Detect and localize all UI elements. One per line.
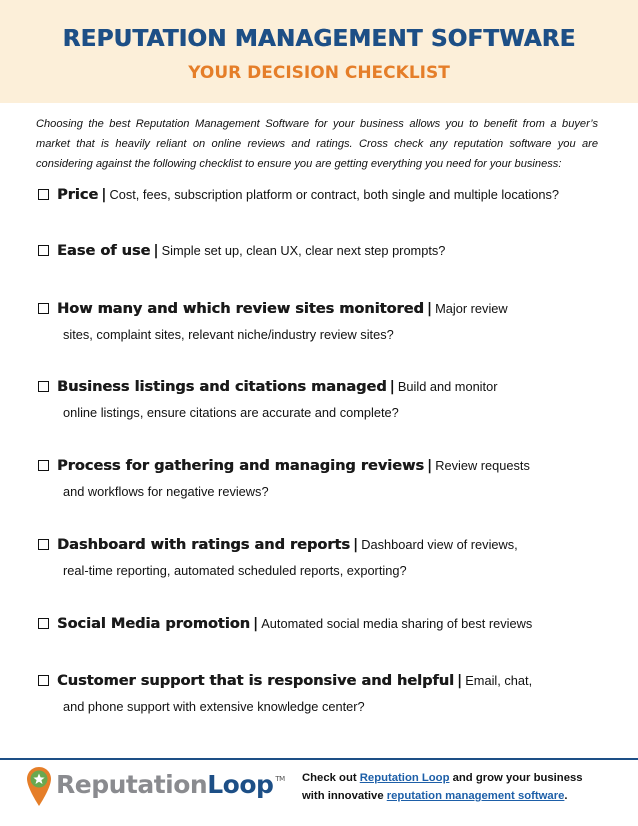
header-banner — [0, 0, 638, 103]
item-description: Build and monitor — [397, 379, 498, 394]
checklist-item-price — [38, 181, 603, 209]
checkbox-icon[interactable] — [38, 675, 49, 686]
reputation-loop-link[interactable]: Reputation Loop — [359, 772, 450, 784]
footer-divider — [0, 758, 638, 760]
footer-call-to-action: Check out Reputation Loop and grow your business with innovative reputation management software. — [302, 772, 583, 802]
item-separator: | — [101, 187, 107, 203]
checkbox-icon[interactable] — [38, 245, 49, 256]
item-description: Automated social media sharing of best reviews — [261, 616, 533, 631]
checkbox-icon[interactable] — [38, 381, 49, 392]
checklist-item-social-media — [38, 610, 603, 638]
item-separator: | — [426, 458, 433, 474]
item-separator: | — [426, 301, 433, 317]
checkbox-icon[interactable] — [38, 539, 49, 550]
item-title: Ease of use — [57, 243, 151, 259]
item-separator: | — [456, 673, 463, 689]
checklist-item-business-listings — [38, 373, 603, 425]
reputation-management-software-link[interactable]: reputation management software — [386, 790, 565, 802]
item-title: Social Media promotion — [57, 616, 250, 632]
checklist-item-customer-support — [38, 667, 603, 719]
checklist-item-ease-of-use — [38, 237, 603, 265]
item-description-continued: real-time reporting, automated scheduled reports, exporting? — [63, 563, 407, 578]
item-description: Dashboard view of reviews, — [361, 537, 518, 552]
item-description: Cost, fees, subscription platform or contract, both single and multiple locations? — [109, 187, 560, 202]
item-description: Email, chat, — [465, 673, 533, 688]
checklist-item-review-sites — [38, 295, 603, 347]
checklist-item-review-process — [38, 452, 603, 504]
item-separator: | — [389, 379, 395, 395]
item-title: How many and which review sites monitored — [57, 301, 424, 317]
item-title: Price — [57, 187, 99, 203]
item-title: Process for gathering and managing reviews — [57, 458, 424, 474]
page-title: REPUTATION MANAGEMENT SOFTWARE — [62, 26, 576, 52]
item-description-continued: sites, complaint sites, relevant niche/industry review sites? — [63, 327, 394, 342]
checkbox-icon[interactable] — [38, 618, 49, 629]
item-description-continued: online listings, ensure citations are accurate and complete? — [63, 405, 399, 420]
item-separator: | — [252, 616, 259, 632]
page-subtitle: YOUR DECISION CHECKLIST — [188, 63, 450, 83]
checklist-item-dashboard — [38, 531, 603, 583]
item-description: Review requests — [435, 458, 530, 473]
reputation-loop-logo[interactable] — [26, 766, 306, 810]
intro-paragraph: Choosing the best Reputation Management Software for your business allows you to benefit from a buyer’s market that is heavily reliant on online reviews and ratings. Cross check any reputation software you are considering against the following checklist to ensure you are getting everything you need for your business: — [36, 118, 598, 170]
checkbox-icon[interactable] — [38, 460, 49, 471]
item-separator: | — [352, 537, 359, 553]
item-separator: | — [153, 243, 159, 259]
item-description-continued: and workflows for negative reviews? — [63, 484, 269, 499]
logo-wordmark: ReputationLoop ™ — [56, 770, 285, 799]
item-title: Business listings and citations managed — [57, 379, 387, 395]
item-description: Simple set up, clean UX, clear next step prompts? — [161, 243, 446, 258]
item-title: Customer support that is responsive and helpful — [57, 673, 454, 689]
item-title: Dashboard with ratings and reports — [57, 537, 350, 553]
checkbox-icon[interactable] — [38, 189, 49, 200]
item-description-continued: and phone support with extensive knowledge center? — [63, 699, 365, 714]
location-pin-icon — [26, 766, 52, 808]
checkbox-icon[interactable] — [38, 303, 49, 314]
item-description: Major review — [435, 301, 508, 316]
